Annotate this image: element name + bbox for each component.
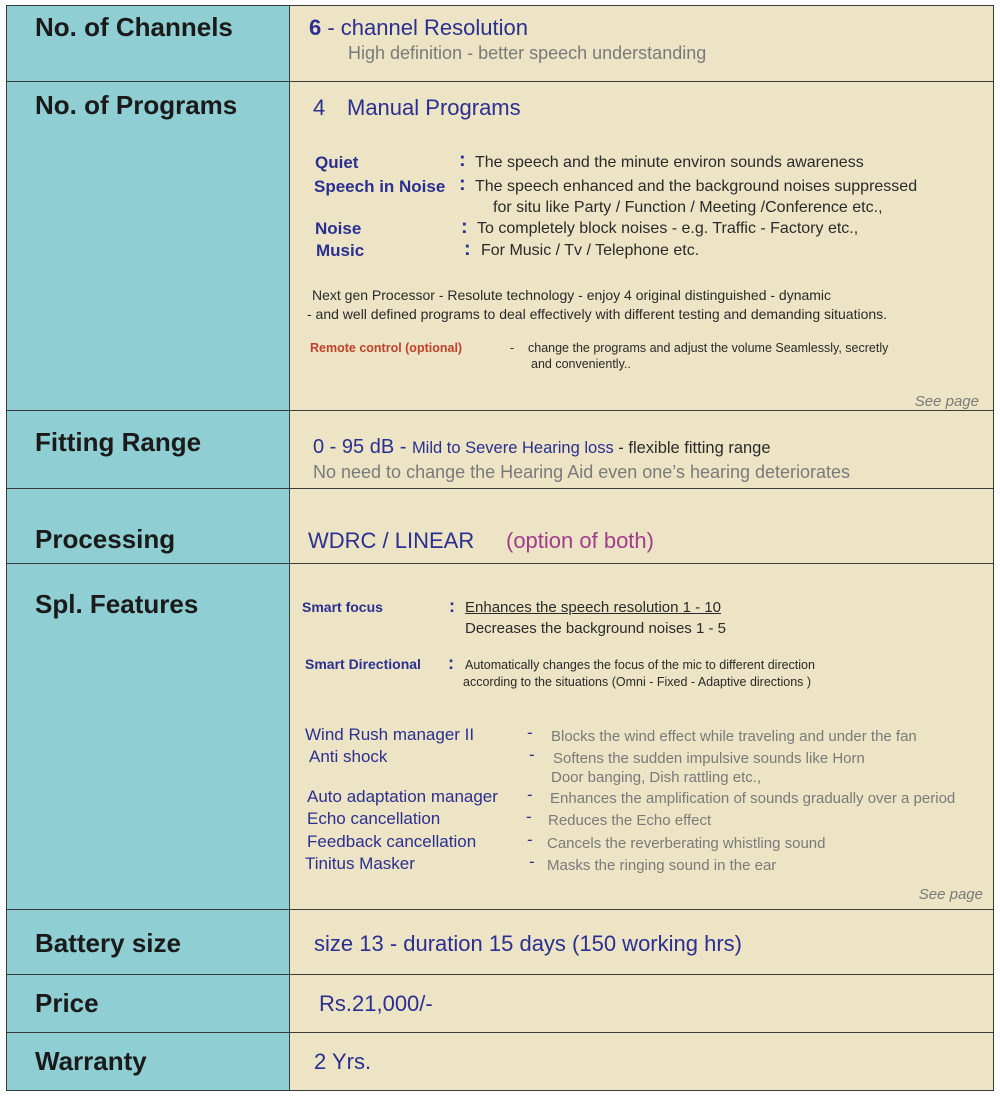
fitting-flex: - flexible fitting range: [613, 439, 771, 457]
channels-subtitle: High definition - better speech understanding: [348, 43, 707, 63]
spec-table: [6, 5, 994, 1091]
feature-name: Tinitus Masker: [305, 854, 415, 873]
row-fitting: [7, 411, 993, 489]
program-name: Quiet: [315, 153, 359, 172]
features-cell: [291, 564, 993, 909]
fitting-loss: Mild to Severe Hearing loss: [411, 439, 614, 457]
price-value: Rs.21,000/-: [319, 991, 433, 1016]
fitting-cell: [291, 411, 993, 488]
price-label: Price: [35, 988, 99, 1018]
program-name: Music: [316, 241, 365, 260]
channels-count: 6: [309, 15, 322, 40]
row-programs: [7, 82, 993, 411]
programs-title: Manual Programs: [347, 95, 521, 120]
channels-title: [309, 15, 528, 41]
processor-line-2: - and well defined programs to deal effectively with different testing and demanding situations.: [307, 306, 888, 322]
feature-dash: -: [529, 745, 535, 764]
row-label: [7, 82, 290, 410]
programs-cell: [291, 82, 993, 410]
fitting-title: [313, 436, 771, 459]
row-label: [7, 6, 290, 81]
row-label: [7, 910, 290, 974]
feature-name: Echo cancellation: [307, 809, 441, 828]
row-warranty: [7, 1033, 993, 1090]
row-label: [7, 489, 290, 563]
smart-directional-line-2: according to the situations (Omni - Fixed - Adaptive directions ): [463, 675, 812, 689]
program-name: Speech in Noise: [314, 177, 446, 196]
processing-label: Processing: [35, 524, 176, 554]
row-label: [7, 411, 290, 488]
battery-label: Battery size: [35, 928, 181, 958]
remote-line-2: and conveniently..: [531, 357, 631, 371]
processing-cell: [291, 489, 993, 563]
smart-focus-line-1: Enhances the speech resolution 1 - 10: [465, 599, 722, 616]
feature-name: Feedback cancellation: [307, 832, 477, 851]
processor-line-1: Next gen Processor - Resolute technology - enjoy 4 original distinguished - dynamic: [312, 287, 832, 303]
row-features: [7, 564, 993, 910]
features-label: Spl. Features: [35, 589, 199, 619]
feature-desc: Masks the ringing sound in the ear: [547, 857, 777, 874]
row-label: [7, 564, 290, 909]
feature-dash: -: [527, 830, 533, 849]
feature-desc: Reduces the Echo effect: [548, 812, 712, 829]
program-desc: The speech and the minute environ sounds awareness: [475, 154, 864, 171]
channels-label: No. of Channels: [35, 12, 233, 42]
smart-directional-colon: :: [448, 653, 454, 673]
smart-directional-name: Smart Directional: [305, 656, 421, 672]
feature-desc: Softens the sudden impulsive sounds like Horn: [553, 750, 865, 767]
program-colon: :: [459, 149, 466, 171]
smart-focus-name: Smart focus: [302, 599, 383, 615]
row-price: [7, 975, 993, 1033]
feature-desc: Cancels the reverberating whistling sound: [547, 835, 826, 852]
fitting-label: Fitting Range: [35, 427, 202, 457]
program-desc: To completely block noises - e.g. Traffic - Factory etc.,: [477, 220, 859, 237]
feature-dash: -: [529, 852, 535, 871]
program-colon: :: [464, 238, 471, 260]
programs-see-page: See page: [914, 393, 979, 410]
fitting-range: 0 - 95 dB -: [313, 436, 412, 458]
programs-label: No. of Programs: [35, 90, 238, 120]
warranty-value: 2 Yrs.: [314, 1049, 372, 1074]
row-processing: [7, 489, 993, 564]
program-colon: :: [459, 173, 466, 195]
features-see-page: See page: [918, 886, 983, 903]
feature-name: Wind Rush manager II: [305, 725, 475, 744]
warranty-label: Warranty: [35, 1046, 147, 1076]
feature-desc: Enhances the amplification of sounds gradually over a period: [550, 790, 956, 807]
battery-value: size 13 - duration 15 days (150 working hrs): [314, 931, 742, 956]
program-colon: :: [461, 216, 468, 238]
program-name: Noise: [315, 219, 362, 238]
feature-name: Auto adaptation manager: [307, 787, 498, 806]
processing-value: WDRC / LINEAR: [308, 528, 475, 553]
row-battery: [7, 910, 993, 975]
smart-focus-line-2: Decreases the background noises 1 - 5: [465, 620, 726, 637]
smart-focus-colon: :: [449, 596, 455, 616]
feature-dash: -: [527, 723, 533, 742]
price-cell: [291, 975, 993, 1032]
program-desc: The speech enhanced and the background noises suppressed: [475, 178, 918, 195]
channels-resolution: - channel Resolution: [321, 15, 528, 40]
smart-directional-line-1: Automatically changes the focus of the mic to different direction: [465, 658, 815, 672]
warranty-cell: [291, 1033, 993, 1090]
battery-cell: [291, 910, 993, 974]
remote-control-label: Remote control (optional): [310, 341, 463, 355]
feature-dash: -: [526, 807, 532, 826]
feature-dash: -: [527, 785, 533, 804]
row-label: [7, 975, 290, 1032]
row-label: [7, 1033, 290, 1090]
remote-dash: -: [510, 341, 515, 355]
fitting-subtitle: No need to change the Hearing Aid even one’s hearing deteriorates: [313, 462, 851, 482]
feature-name: Anti shock: [309, 747, 388, 766]
row-channels: [7, 6, 993, 82]
processing-option: (option of both): [506, 528, 654, 553]
feature-desc-2: Door banging, Dish rattling etc.,: [551, 769, 762, 786]
program-desc: For Music / Tv / Telephone etc.: [481, 242, 700, 259]
programs-count: 4: [313, 95, 326, 120]
feature-desc: Blocks the wind effect while traveling and under the fan: [551, 728, 917, 745]
program-desc-2: for situ like Party / Function / Meeting /Conference etc.,: [493, 199, 883, 216]
remote-line-1: change the programs and adjust the volume Seamlessly, secretly: [528, 341, 889, 355]
channels-cell: [291, 6, 993, 81]
